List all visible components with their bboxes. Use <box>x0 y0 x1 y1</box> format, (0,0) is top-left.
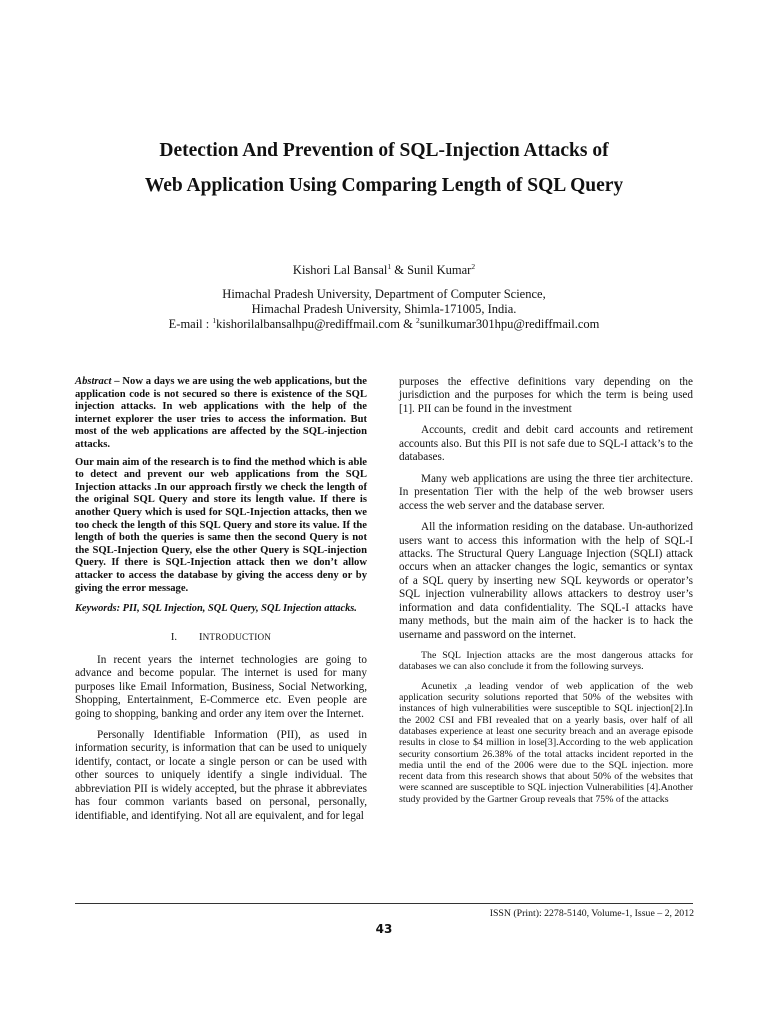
email-separator: & <box>399 317 416 331</box>
body-paragraph: The SQL Injection attacks are the most dangerous attacks for databases we can also conclude it from the following surveys. <box>399 650 693 673</box>
abstract-text: Now a days we are using the web applications, but the application code is not secured so there is existence of the SQL injection attacks. In web applications with the help of the internet explorer the user tries to access the information. But most of the web applications are affected by the SQL-injection attacks. <box>75 376 368 450</box>
author-superscript: 1 <box>387 261 392 271</box>
abstract-paragraph-2: Our main aim of the research is to find the method which is able to detect and prevent our web applications from the SQL Injection attacks .In our approach firstly we check the length of the original SQL Query and store its length value. If there is another Query which is used for SQL-Injection attacks, then we too check the length of this SQL Query and store its value. If the length of both the queries is same then the second Query is not the SQL-Injection Query, else the other Query is SQL-injection Query. If there is SQL-Injection attack then we don’t allow attacker to access the database by giving the access deny or by giving the error message. <box>75 456 367 594</box>
intro-paragraph-2: Personally Identifiable Information (PII), as used in information security, is information that can be used to uniquely identify, contact, or locate a single person or can be used with other sources to uniquely identify a single individual. The abbreviation PII is widely accepted, but the phrase it abbreviates has four common variants based on personal, personally, identifiable, and identifying. Not all are equivalent, and for legal <box>75 728 367 822</box>
body-paragraph: Many web applications are using the three tier architecture. In presentation Tier with the help of the web browser users access the web server and the database server. <box>399 472 693 512</box>
paper-title-line-1: Detection And Prevention of SQL-Injection Attacks of <box>159 140 609 161</box>
keywords <box>75 603 367 616</box>
author-name: Sunil Kumar <box>407 263 472 277</box>
section-heading-introduction <box>75 630 367 645</box>
intro-paragraph-1: In recent years the internet technologies are going to advance and become popular. The internet is used for many purposes like Email Information, Business, Social Networking, Shopping, Entertainment, E-Commerce etc. Even people are going to shopping, banking and order any item over the Internet. <box>75 653 367 720</box>
body-paragraph: Acunetix ,a leading vendor of web application of the web application security solutions reported that 50% of the websites with instances of high vulnerabilities were susceptible to SQL injection[2].In the 2002 CSI and FBI revealed that on a yearly basis, over half of all databases experience at least one security breach and an average episode results in close to $4 million in lose[3].According to the web application security consortium 26.38% of the total attacks incident reported in the media until the end of the 2006 were due to the SQL injection. more recent data from this research shows that about 50% of the websites that were scanned are susceptible to SQL injection Vulnerabilities [4].Another study provided by the Gartner Group reveals that 75% of the attacks <box>399 680 693 805</box>
paper-title-line-2: Web Application Using Comparing Length of SQL Query <box>144 175 624 196</box>
section-heading-rest: NTRODUCTION <box>202 631 272 642</box>
affiliation-line: Himachal Pradesh University, Department of Computer Science, <box>222 287 546 301</box>
page-number: 43 <box>375 922 393 936</box>
email-address: kishorilalbansalhpu@rediffmail.com <box>216 317 400 331</box>
email-label: E-mail : <box>168 317 213 331</box>
left-column <box>75 376 367 823</box>
email-line <box>60 316 708 332</box>
keywords-text: PII, SQL Injection, SQL Query, SQL Injection attacks. <box>120 603 357 615</box>
body-paragraph: purposes the effective definitions vary depending on the jurisdiction and the purposes for which the term is being used [1]. PII can be found in the investment <box>399 376 693 415</box>
abstract-label: Abstract <box>75 376 112 387</box>
abstract-paragraph <box>75 376 367 452</box>
body-paragraph: Accounts, credit and debit card accounts and retirement accounts also. But this PII is not safe due to SQL-I attack’s to the databases. <box>399 424 693 464</box>
right-column <box>399 376 693 805</box>
author-superscript: 2 <box>471 261 476 271</box>
issn-footer: ISSN (Print): 2278-5140, Volume-1, Issue – 2, 2012 <box>489 908 694 919</box>
email-address: sunilkumar301hpu@rediffmail.com <box>419 317 600 331</box>
author-separator: & <box>391 263 408 277</box>
email-superscript: 2 <box>415 315 420 325</box>
keywords-label: Keywords: <box>75 603 121 615</box>
author-name: Kishori Lal Bansal <box>292 263 388 277</box>
author-list <box>60 262 708 278</box>
footer-rule <box>75 903 693 904</box>
email-superscript: 1 <box>212 315 217 325</box>
section-number: I. <box>170 631 178 643</box>
body-paragraph: All the information residing on the database. Un-authorized users want to access this information with the help of SQL-I attacks. The Structural Query Language Injection (SQLI) attack occurs when an attacker changes the logic, semantics or syntax of a SQL query by inserting new SQL keywords or operator’s SQL injection vulnerability allows attackers to destroy user’s information and data confidentiality. The SQL-I attacks have many methods, but the main aim of the hacker is to hack the username and password on the internet. <box>399 521 693 641</box>
section-heading-initial: I <box>199 631 203 643</box>
affiliation-line: Himachal Pradesh University, Shimla-171005, India. <box>251 302 517 316</box>
abstract-dash: – <box>111 376 123 387</box>
